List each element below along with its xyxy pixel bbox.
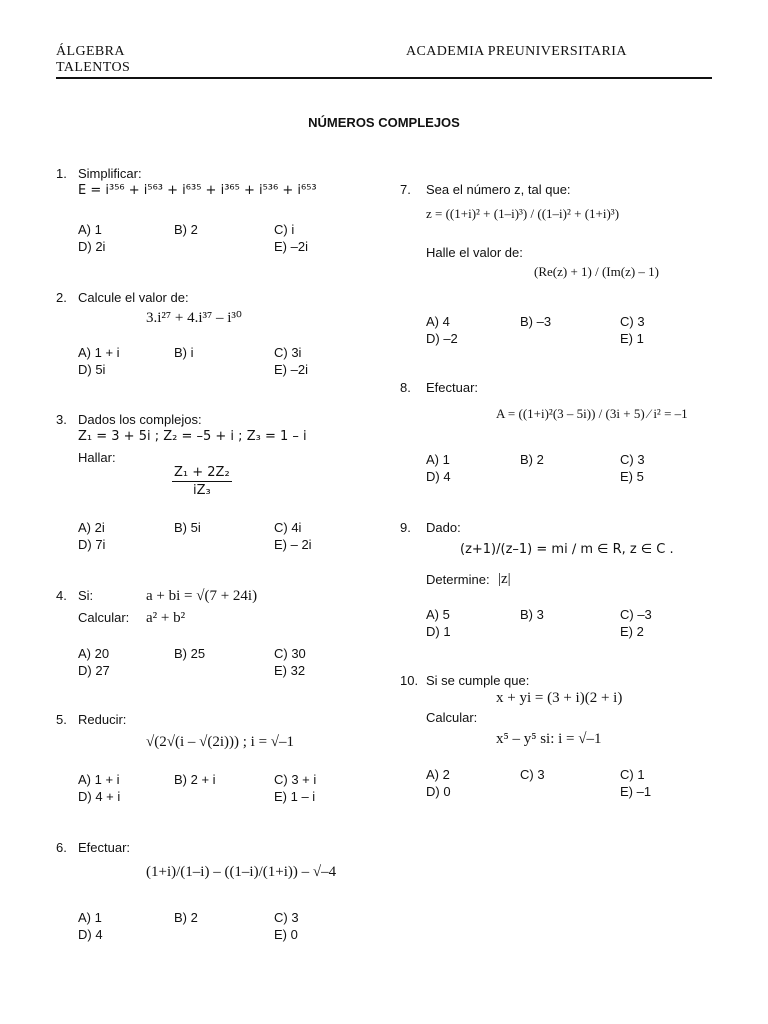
option-a: A) 2 [426,767,450,782]
option-e: E) 2 [620,624,644,639]
option-e: E) 5 [620,469,644,484]
question-expression: x + yi = (3 + i)(2 + i) [496,690,623,706]
option-d: D) 4 [78,927,103,942]
header-academy: ACADEMIA PREUNIVERSITARIA [406,44,627,59]
question-text: Sea el número z, tal que: [426,182,571,197]
option-b: B) 2 [174,222,198,237]
option-e: E) –2i [274,362,308,377]
option-a: A) 4 [426,314,450,329]
option-c: C) 1 [620,767,645,782]
option-e: E) 1 – i [274,789,316,804]
option-c: C) 3i [274,345,302,360]
option-d: D) 7i [78,537,106,552]
option-e: E) 0 [274,927,298,942]
question-text: Reducir: [78,712,127,727]
option-b: B) 25 [174,646,206,661]
option-e: E) 32 [274,663,306,678]
question-number: 5. [56,712,67,727]
question-number: 9. [400,520,411,535]
question-expression-2: a² + b² [146,610,186,626]
header-subject-line1: ÁLGEBRA [56,44,125,59]
question-text: Simplificar: [78,166,142,181]
option-d: D) 2i [78,239,106,254]
question-text: Calcule el valor de: [78,290,189,305]
header-subject-line2: TALENTOS [56,60,131,75]
question-number: 8. [400,380,411,395]
option-d: D) 0 [426,784,451,799]
option-a: A) 20 [78,646,110,661]
option-b: B) 3 [520,607,544,622]
option-c: C) 3 [274,910,299,925]
question-text-2: Calcular: [426,710,478,725]
option-e: E) –1 [620,784,652,799]
question-text: Si: [78,588,94,603]
option-d: D) 1 [426,624,451,639]
option-c: C) 4i [274,520,302,535]
option-b: B) –3 [520,314,552,329]
question-expression: a + bi = √(7 + 24i) [146,588,258,604]
question-text-2: Hallar: [78,450,116,465]
question-text: Efectuar: [78,840,131,855]
question-text-2: Determine: [426,572,490,587]
question-text: Dado: [426,520,461,535]
option-a: A) 5 [426,607,450,622]
option-d: D) 4 + i [78,789,121,804]
option-a: A) 1 [78,910,102,925]
option-d: D) 4 [426,469,451,484]
question-expression: E = i³⁵⁶ + i⁵⁶³ + i⁶³⁵ + i³⁶⁵ + i⁵³⁶ + i⁶⁵³ [78,183,317,198]
option-b: B) 2 [520,452,544,467]
header-rule [56,77,712,79]
question-expression: z = ((1+i)² + (1–i)³) / ((1–i)² + (1+i)³) [426,206,620,221]
question-number: 1. [56,166,67,181]
option-a: A) 1 + i [78,772,120,787]
option-a: A) 1 [78,222,102,237]
question-text: Dados los complejos: [78,412,202,427]
option-a: A) 1 + i [78,345,120,360]
question-number: 10. [400,673,419,688]
question-expression: (1+i)/(1–i) – ((1–i)/(1+i)) – √–4 [146,864,337,880]
header-subject [56,44,130,76]
question-text-2: Halle el valor de: [426,245,523,260]
option-b: B) 2 + i [174,772,216,787]
question-number: 2. [56,290,67,305]
option-e: E) –2i [274,239,308,254]
option-a: A) 2i [78,520,105,535]
question-number: 7. [400,182,411,197]
fraction-numerator: Z₁ + 2Z₂ [174,465,230,480]
option-b: C) 3 [520,767,545,782]
fraction [172,464,232,499]
option-d: D) 27 [78,663,110,678]
question-expression: Z₁ = 3 + 5i ; Z₂ = –5 + i ; Z₃ = 1 – i [78,429,307,444]
option-b: B) 5i [174,520,201,535]
question-expression-2: (Re(z) + 1) / (Im(z) – 1) [534,264,659,279]
question-expression: √(2√(i – √(2i))) ; i = √–1 [146,734,295,750]
question-expression: A = ((1+i)²(3 – 5i)) / (3i + 5) ∕ i² = –1 [496,406,688,421]
option-c: C) 3 [620,314,645,329]
page-title: NÚMEROS COMPLEJOS [308,115,460,130]
option-c: C) –3 [620,607,652,622]
fraction-denominator: iZ₃ [172,481,232,499]
question-expression-2: |z| [498,571,511,587]
option-c: C) i [274,222,295,237]
option-c: C) 3 + i [274,772,317,787]
option-d: D) –2 [426,331,458,346]
question-number: 3. [56,412,67,427]
option-e: E) 1 [620,331,644,346]
question-expression: 3.i²⁷ + 4.i³⁷ – i³⁰ [146,310,242,326]
question-text-2: Calcular: [78,610,130,625]
question-number: 4. [56,588,67,603]
question-text: Si se cumple que: [426,673,530,688]
option-e: E) – 2i [274,537,312,552]
question-text: Efectuar: [426,380,479,395]
question-expression-2: x⁵ – y⁵ si: i = √–1 [496,731,602,747]
option-a: A) 1 [426,452,450,467]
option-d: D) 5i [78,362,106,377]
question-number: 6. [56,840,67,855]
option-b: B) i [174,345,194,360]
option-c: C) 3 [620,452,645,467]
option-c: C) 30 [274,646,306,661]
question-expression: (z+1)/(z–1) = mi ∕ m ∈ R, z ∈ C . [460,542,674,557]
option-b: B) 2 [174,910,198,925]
